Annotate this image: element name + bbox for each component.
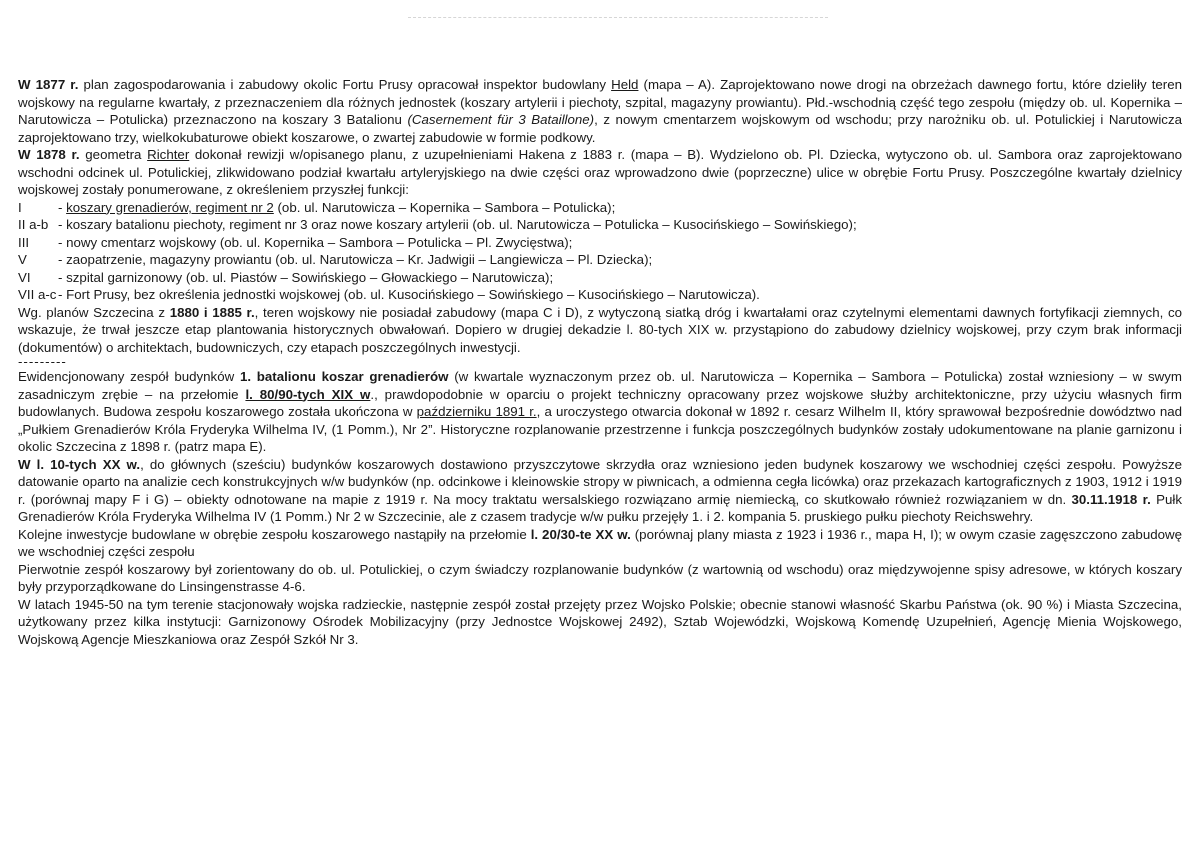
text: ., prawdopodobnie w oparciu o projekt techniczny opracowany przez wojskowe służby architektoniczne, przy użyciu własnych firm budowlanych. Budowa zespołu koszarowego została ukończona w bbox=[18, 386, 1183, 419]
text: - szpital garnizonowy (ob. ul. Piastów – Sowińskiego – Głowackiego – Narutowicza); bbox=[58, 269, 554, 285]
text: - bbox=[58, 199, 67, 215]
list-number: V bbox=[18, 252, 27, 267]
list-text bbox=[58, 199, 1182, 217]
year-1878: W 1878 r. bbox=[18, 147, 80, 162]
text: (ob. ul. Narutowicza – Kopernika – Sambora – Potulicka); bbox=[273, 199, 616, 215]
list-item bbox=[18, 251, 1182, 269]
text: Wg. planów Szczecina z bbox=[18, 304, 170, 320]
casernement-italic: (Casernement für 3 Bataillone) bbox=[407, 112, 595, 127]
text: - koszary batalionu piechoty, regiment nr 3 oraz nowe koszary artylerii (ob. ul. Narutowicza – Potulicka – Kusocińskiego – Sowińskiego); bbox=[58, 217, 857, 232]
text: , do głównych (sześciu) budynków koszarowych dostawiono przyszczytowe skrzydła oraz wzniesiono jeden budynek koszarowy we wschodniej części zespołu. Powyższe datowanie oparto na analizie cech konstrukcyjnych w/w budynków (np. odcinkowe i kleinowskie stropy w piwnicach, a odmienna cegła licówka) oraz przekazach kartograficznych z 1903, 1912 i 1919 r. (porównaj mapy F i G) – obiekty odnotowane na mapie z 1919 r. Na mocy traktatu wersalskiego rozwiązano armię niemiecką, co skutkowało również rozwiązaniem w dn. bbox=[18, 456, 1182, 507]
text: - Fort Prusy, bez określenia jednostki wojskowej (ob. ul. Kusocińskiego – Sowińskiego – Kusocińskiego – Narutowicza). bbox=[58, 287, 760, 302]
text: geometra bbox=[79, 147, 148, 162]
text: (porównaj plany miasta z 1923 i 1936 r., mapa H, I); w owym czasie zagęszczono zabudowę we wschodniej części zespołu bbox=[18, 526, 1183, 559]
text: - nowy cmentarz wojskowy (ob. ul. Kopernika – Sambora – Potulicka – Pl. Zwycięstwa); bbox=[58, 234, 573, 250]
text: Pułk Grenadierów Króla Fryderyka Wilhelma IV (1 Pomm.) Nr 2 w Szczecinie, ale z czasem tradycje w/w pułku przejęły 1. i 2. kompania 5. pruskiego pułku piechoty Reichswehry. bbox=[18, 491, 1182, 524]
battalion-name: 1. batalionu koszar grenadierów bbox=[239, 369, 449, 384]
list-item bbox=[18, 234, 1182, 252]
text: Ewidencjonowany zespół budynków bbox=[18, 369, 240, 384]
list-item bbox=[18, 269, 1182, 287]
decade-bold: l. 20/30-te XX w. bbox=[530, 526, 631, 542]
text: plan zagospodarowania i zabudowy okolic Fortu Prusy opracował inspektor budowlany bbox=[78, 77, 612, 92]
quarter-list bbox=[18, 199, 1182, 304]
top-scan-rule bbox=[408, 17, 828, 18]
text: (w kwartale wyznaczonym przez ob. ul. Narutowicza – Kopernika – Sambora – Potulicka) został wzniesiony – w swym zasadniczym zrębie – na przełomie bbox=[18, 369, 1182, 402]
decade-bold: W l. 10-tych XX w. bbox=[18, 456, 141, 472]
text: , teren wojskowy nie posiadał zabudowy (mapa C i D), z wytyczoną siatką dróg i kwartałami oraz czytelnymi elementami dawnych fortyfikacji ziemnych, co wskazuje, że trwał jeszcze etap plantowania historycznych obwałowań. Dopiero w drugiej dekadzie l. 80-tych XIX w. przystąpiono do zabudowy dzielnicy wojskowej, przy czym brak informacji (dokumentów) o architektach, budowniczych, czy etapach poszczególnych inwestycji. bbox=[18, 304, 1182, 355]
year-1877: W 1877 r. bbox=[18, 77, 79, 92]
list-number: II a-b bbox=[18, 217, 49, 232]
list-text bbox=[58, 216, 1182, 234]
paragraph-1920s bbox=[18, 526, 1182, 561]
underlined-text: koszary grenadierów, regiment nr 2 bbox=[66, 199, 274, 215]
paragraph-1877 bbox=[18, 76, 1182, 146]
paragraph-orientation: Pierwotnie zespół koszarowy był zorientowany do ob. ul. Potulickiej, o czym świadczy rozplanowanie budynków (z wartownią od wschodu) oraz międzywojenne spisy adresowe, w których koszary były przyporządkowane do Linsingenstrasse 4-6. bbox=[18, 561, 1182, 594]
date-bold: 30.11.1918 r. bbox=[1071, 491, 1151, 507]
list-number: VII a-c bbox=[18, 287, 57, 302]
list-number: III bbox=[18, 234, 30, 250]
list-item bbox=[18, 286, 1182, 304]
text: Kolejne inwestycje budowlane w obrębie zespołu koszarowego nastąpiły na przełomie bbox=[18, 526, 531, 542]
document-body bbox=[18, 76, 1182, 648]
paragraph-1878 bbox=[18, 146, 1182, 199]
paragraph-1945: W latach 1945-50 na tym terenie stacjonowały wojska radzieckie, następnie zespół został przejęty przez Wojsko Polskie; obecnie stanowi własność Skarbu Państwa (ok. 90 %) i Miasta Szczecina, użytkowany przez kilka instytucji: Garnizonowy Ośrodek Mobilizacyjny (przy Jednostce Wojskowej 2492), Sztab Wojewódzki, Wojskową Komendę Uzupełnień, Agencję Mienia Wojskowego, Wojskową Agencje Mieszkaniowa oraz Zespół Szkół Nr 3. bbox=[18, 596, 1182, 647]
paragraph-1880-1885 bbox=[18, 304, 1182, 357]
years-bold: 1880 i 1885 r. bbox=[169, 304, 255, 320]
list-text bbox=[58, 234, 1182, 252]
section-separator: --------- bbox=[18, 354, 67, 369]
paragraph-battalion bbox=[18, 368, 1182, 456]
text: (mapa – A). Zaprojektowano nowe drogi na obrzeżach dawnego fortu, które dzieliły teren wojskowy na regularne kwartały, z przeznaczeniem dla różnych jednostek (koszary artylerii i piechoty, szpital, magazyny prowiantu). Płd.-wschodnią część tego zespołu (między ob. ul. Kopernika – Narutowicza – Potulicka) przeznaczono na koszary 3 Batalionu bbox=[18, 77, 1183, 127]
paragraph-1910s bbox=[18, 456, 1182, 526]
list-text bbox=[58, 286, 1182, 304]
text: , z nowym cmentarzem wojskowym od wschodu; przy narożniku ob. ul. Potulickiej i Narutowicza zaprojektowano trzy, wielkokubaturowe obiekt koszarowe, o zwartej zabudowie w formie podkowy. bbox=[18, 112, 1182, 145]
text: - zaopatrzenie, magazyny prowiantu (ob. ul. Narutowicza – Kr. Jadwigii – Langiewicza – Pl. Dziecka); bbox=[58, 252, 653, 267]
list-item bbox=[18, 216, 1182, 234]
text: dokonał rewizji w/opisanego planu, z uzupełnieniami Hakena z 1883 r. (mapa – B). Wydzielono ob. Pl. Dziecka, wytyczono ob. ul. Sambora oraz zaprojektowano wschodni odcinek ul. Potulickiej, zlikwidowano podział kwartału artyleryjskiego na dwie części oraz wprowadzono dwie (poprzeczne) ulice w obrębie Fortu Prusy. Poszczególne kwartały dzielnicy wojskowej zostały ponumerowane, z określeniem przyszłej funkcji: bbox=[18, 147, 1183, 197]
list-number: VI bbox=[18, 269, 31, 285]
richter-name: Richter bbox=[147, 147, 190, 162]
list-number: I bbox=[18, 199, 22, 215]
list-item bbox=[18, 199, 1182, 217]
list-text bbox=[58, 269, 1182, 287]
decade-bold: l. 80/90-tych XIX w bbox=[245, 386, 371, 402]
text: , a uroczystego otwarcia dokonał w 1892 r. cesarz Wilhelm II, który sprawował bezpośrednie dowództwo nad „Pułkiem Grenadierów Króla Fryderyka Wilhelma IV, (1 Pomm.), Nr 2”. Historyczne rozplanowanie przestrzenne i funkcja poszczególnych budynków zostały udokumentowane na planie garnizonu i okolic Szczecina z 1898 r. (patrz mapa E). bbox=[18, 404, 1183, 454]
date-underlined: październiku 1891 r. bbox=[416, 404, 537, 419]
held-name: Held bbox=[611, 77, 639, 92]
list-text bbox=[58, 251, 1182, 269]
